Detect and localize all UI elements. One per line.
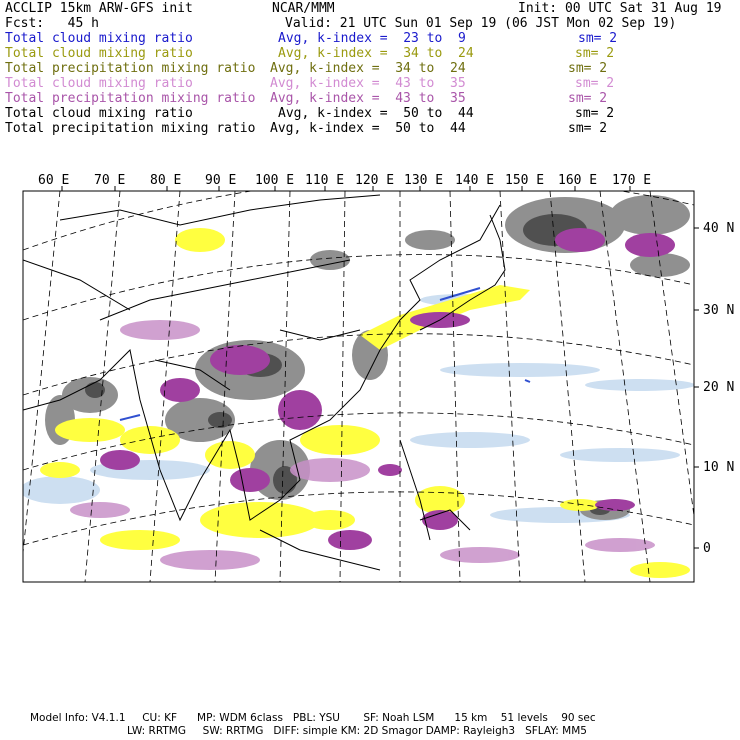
lon-label: 120 E (355, 173, 395, 188)
legend-k-index-range: Avg, k-index = 50 to 44 (278, 106, 474, 121)
lon-label: 150 E (505, 173, 545, 188)
lat-label: 0 (703, 541, 711, 556)
lon-label: 170 E (612, 173, 652, 188)
legend-field-name: Total cloud mixing ratio (5, 31, 193, 46)
legend-k-index-range: Avg, k-index = 23 to 9 (278, 31, 466, 46)
legend-field-name: Total precipitation mixing ratio (5, 61, 256, 76)
legend-k-index-range: Avg, k-index = 43 to 35 (270, 91, 466, 106)
org-label: NCAR/MMM (272, 1, 335, 16)
lon-label: 60 E (38, 173, 70, 188)
init-time: Init: 00 UTC Sat 31 Aug 19 (518, 1, 722, 16)
legend-field-name: Total cloud mixing ratio (5, 46, 193, 61)
lat-label: 30 N (703, 303, 735, 318)
lon-label: 110 E (305, 173, 345, 188)
lat-label: 10 N (703, 460, 735, 475)
lon-label: 80 E (150, 173, 182, 188)
valid-time: Valid: 21 UTC Sun 01 Sep 19 (06 JST Mon 02 Sep 19) (285, 16, 677, 31)
map-field (20, 176, 700, 582)
legend-field-name: Total precipitation mixing ratio (5, 91, 256, 106)
lon-label: 90 E (205, 173, 237, 188)
legend-smoothing: sm= 2 (575, 46, 615, 61)
legend-smoothing: sm= 2 (568, 121, 608, 136)
legend-field-name: Total precipitation mixing ratio (5, 121, 256, 136)
lat-label: 40 N (703, 221, 735, 236)
legend-field-name: Total cloud mixing ratio (5, 106, 193, 121)
lon-label: 160 E (558, 173, 598, 188)
legend-smoothing: sm= 2 (575, 76, 615, 91)
legend-k-index-range: Avg, k-index = 34 to 24 (278, 46, 474, 61)
legend-k-index-range: Avg, k-index = 34 to 24 (270, 61, 466, 76)
lon-label: 140 E (455, 173, 495, 188)
physics-info-line: LW: RRTMG SW: RRTMG DIFF: simple KM: 2D Smagor DAMP: Rayleigh3 SFLAY: MM5 (127, 725, 587, 737)
lat-label: 20 N (703, 380, 735, 395)
legend-smoothing: sm= 2 (575, 106, 615, 121)
legend-k-index-range: Avg, k-index = 50 to 44 (270, 121, 466, 136)
lon-label: 130 E (404, 173, 444, 188)
forecast-hour: Fcst: 45 h (5, 16, 99, 31)
legend-smoothing: sm= 2 (568, 61, 608, 76)
legend-field-name: Total cloud mixing ratio (5, 76, 193, 91)
lon-label: 100 E (255, 173, 295, 188)
legend-k-index-range: Avg, k-index = 43 to 35 (270, 76, 466, 91)
model-title: ACCLIP 15km ARW-GFS init (5, 1, 193, 16)
lon-label: 70 E (94, 173, 126, 188)
legend-smoothing: sm= 2 (578, 31, 618, 46)
legend-smoothing: sm= 2 (568, 91, 608, 106)
model-info-line: Model Info: V4.1.1 CU: KF MP: WDM 6class PBL: YSU SF: Noah LSM 15 km 51 levels 90 sec (30, 712, 596, 724)
